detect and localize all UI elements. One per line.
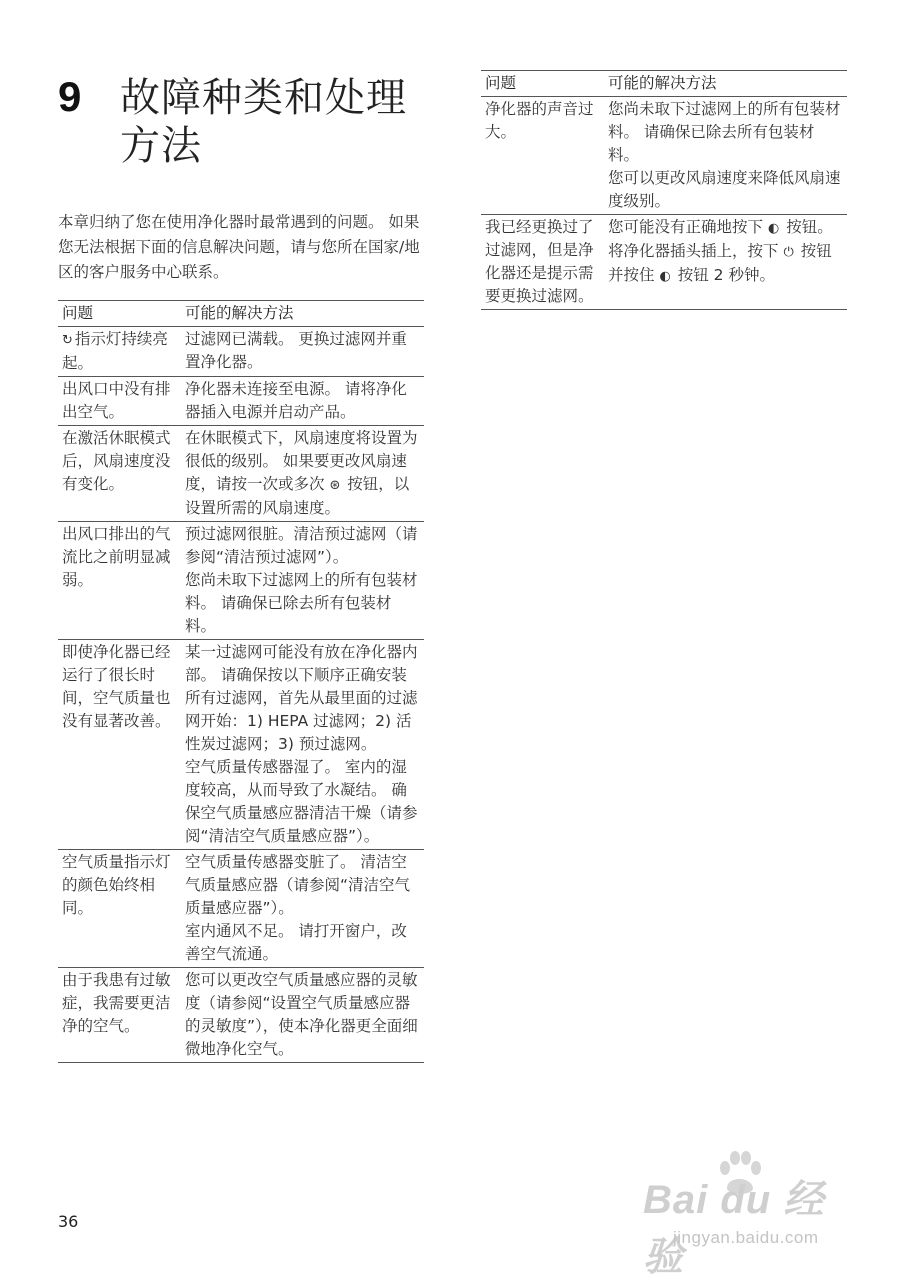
solution-text: 净化器未连接至电源。 请将净化器插入电源并启动产品。 [185,380,407,421]
intro-paragraph: 本章归纳了您在使用净化器时最常遇到的问题。 如果您无法根据下面的信息解决问题，请与您所在国家/地区的客户服务中心联系。 [58,213,420,281]
solution-cell [181,968,424,1063]
table-row [58,968,424,1063]
solution-cell [604,97,847,215]
table-row [481,215,847,310]
troubleshooting-table-right [481,70,847,310]
solution-text: 某一过滤网可能没有放在净化器内部。 请确保按以下顺序正确安装所有过滤网，首先从最里面的过滤网开始：1) HEPA 过滤网；2) 活性炭过滤网；3) 预过滤网。 [185,643,418,753]
problem-cell: 由于我患有过敏症，我需要更洁净的空气。 [58,968,181,1063]
table-row [58,640,424,850]
table-row [58,850,424,968]
solution-text: 您可以更改空气质量感应器的灵敏度（请参阅“设置空气质量感应器的灵敏度”），使本净化器更全面细微地净化空气。 [185,971,418,1058]
table-row [58,522,424,640]
header-problem: 问题 [481,71,604,97]
filter-reset-icon: ◐ [659,269,671,284]
solution-text: 您尚未取下过滤网上的所有包装材料。 请确保已除去所有包装材料。 [608,100,841,164]
fan-icon: ⊛ [329,478,341,493]
page-number: 36 [58,1212,79,1231]
solution-text: 预过滤网很脏。清洁预过滤网（请参阅“清洁预过滤网”）。 [185,525,418,566]
solution-text: 您尚未取下过滤网上的所有包装材料。 请确保已除去所有包装材料。 [185,571,418,635]
watermark-url: jingyan.baidu.com [673,1228,819,1247]
table-row [58,426,424,522]
solution-text: 您可以更改风扇速度来降低风扇速度级别。 [608,169,841,210]
solution-cell [604,215,847,310]
solution-cell [181,640,424,850]
filter-reset-icon: ◐ [767,221,780,236]
solution-text: 室内通风不足。 请打开窗户，改善空气流通。 [185,922,407,963]
chapter-heading [58,74,438,170]
solution-cell [181,522,424,640]
solution-text: 您可能没有正确地按下 ◐ 按钮。 将净化器插头插上，按下 ⏻ 按钮并按住 ◐ 按钮 2 秒钟。 [608,218,833,284]
table-row [58,377,424,426]
table-header-row [481,71,847,97]
solution-cell [181,850,424,968]
table-row [481,97,847,215]
solution-text: 过滤网已满载。 更换过滤网并重置净化器。 [185,330,407,371]
baidu-watermark [643,1150,853,1279]
problem-cell: 出风口排出的气流比之前明显减弱。 [58,522,181,640]
problem-cell: 即使净化器已经运行了很长时间，空气质量也没有显著改善。 [58,640,181,850]
header-solution: 可能的解决方法 [181,301,424,327]
power-icon: ⏻ [783,245,794,260]
problem-cell: 出风口中没有排出空气。 [58,377,181,426]
solution-cell [181,377,424,426]
header-problem: 问题 [58,301,181,327]
solution-cell [181,327,424,377]
header-solution: 可能的解决方法 [604,71,847,97]
solution-text: 空气质量传感器湿了。 室内的湿度较高，从而导致了水凝结。 确保空气质量感应器清洁干燥（请参阅“清洁空气质量感应器”）。 [185,758,418,845]
problem-text: 指示灯持续亮起。 [62,330,168,372]
troubleshooting-table-left [58,300,424,1063]
solution-text: 在休眠模式下，风扇速度将设置为很低的级别。 如果要更改风扇速度，请按一次或多次 ⊛ 按钮，以设置所需的风扇速度。 [185,429,418,517]
table-header-row [58,301,424,327]
problem-cell: 在激活休眠模式后，风扇速度没有变化。 [58,426,181,522]
solution-cell [181,426,424,522]
chapter-number: 9 [58,73,82,120]
refresh-icon: ↻ [62,333,73,348]
watermark-logo: Bai du 经验 [643,1178,825,1279]
chapter-title: 故障种类和处理方法 [120,75,407,169]
table-row [58,327,424,377]
solution-text: 空气质量传感器变脏了。 清洁空气质量感应器（请参阅“清洁空气质量感应器”）。 [185,853,411,917]
problem-cell: 我已经更换过了过滤网，但是净化器还是提示需要更换过滤网。 [481,215,604,310]
problem-cell: 空气质量指示灯的颜色始终相同。 [58,850,181,968]
problem-cell: 净化器的声音过大。 [481,97,604,215]
problem-cell [58,327,181,377]
